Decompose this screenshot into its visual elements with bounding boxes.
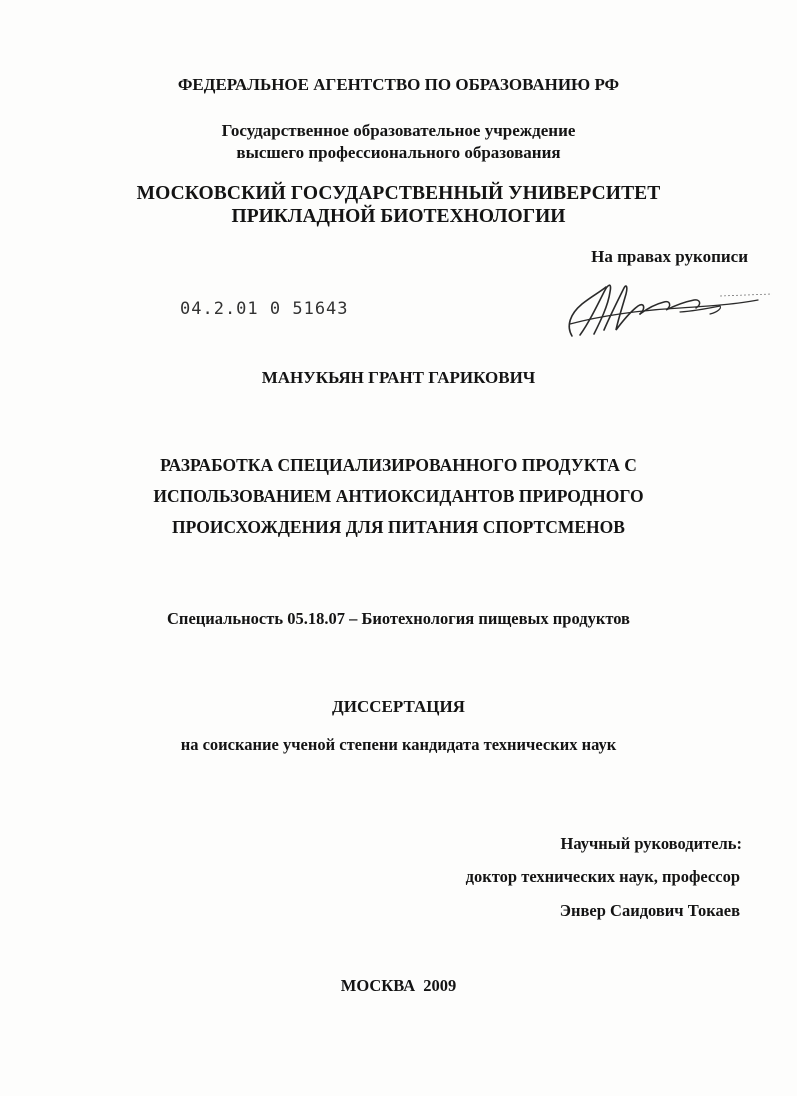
author-name: МАНУКЬЯН ГРАНТ ГАРИКОВИЧ (261, 368, 536, 387)
city-year: МОСКВА 2009 (340, 976, 457, 995)
dissertation-title-line-1: РАЗРАБОТКА СПЕЦИАЛИЗИРОВАННОГО ПРОДУКТА С (160, 455, 637, 475)
university-name-line-2: ПРИКЛАДНОЙ БИОТЕХНОЛОГИИ (231, 206, 566, 227)
author-signature (560, 278, 775, 340)
institution-line-2: высшего профессионального образования (236, 143, 561, 162)
document-type: ДИССЕРТАЦИЯ (332, 697, 465, 716)
registration-stamp-number: 04.2.01 0 51643 (180, 299, 349, 319)
dissertation-title-line-2: ИСПОЛЬЗОВАНИЕМ АНТИОКСИДАНТОВ ПРИРОДНОГО (153, 486, 644, 506)
degree-line: на соискание ученой степени кандидата технических наук (180, 735, 617, 754)
dissertation-title-line-3: ПРОИСХОЖДЕНИЯ ДЛЯ ПИТАНИЯ СПОРТСМЕНОВ (172, 517, 625, 537)
specialty-line: Специальность 05.18.07 – Биотехнология пищевых продуктов (167, 609, 630, 628)
university-name-line-1: МОСКОВСКИЙ ГОСУДАРСТВЕННЫЙ УНИВЕРСИТЕТ (136, 183, 661, 204)
supervisor-name: Энвер Саидович Токаев (559, 901, 740, 920)
institution-line-1: Государственное образовательное учреждение (221, 121, 576, 140)
manuscript-note: На правах рукописи (591, 247, 748, 266)
supervisor-title: доктор технических наук, профессор (465, 867, 740, 886)
agency-heading: ФЕДЕРАЛЬНОЕ АГЕНТСТВО ПО ОБРАЗОВАНИЮ РФ (177, 75, 620, 94)
supervisor-label: Научный руководитель: (560, 834, 742, 853)
